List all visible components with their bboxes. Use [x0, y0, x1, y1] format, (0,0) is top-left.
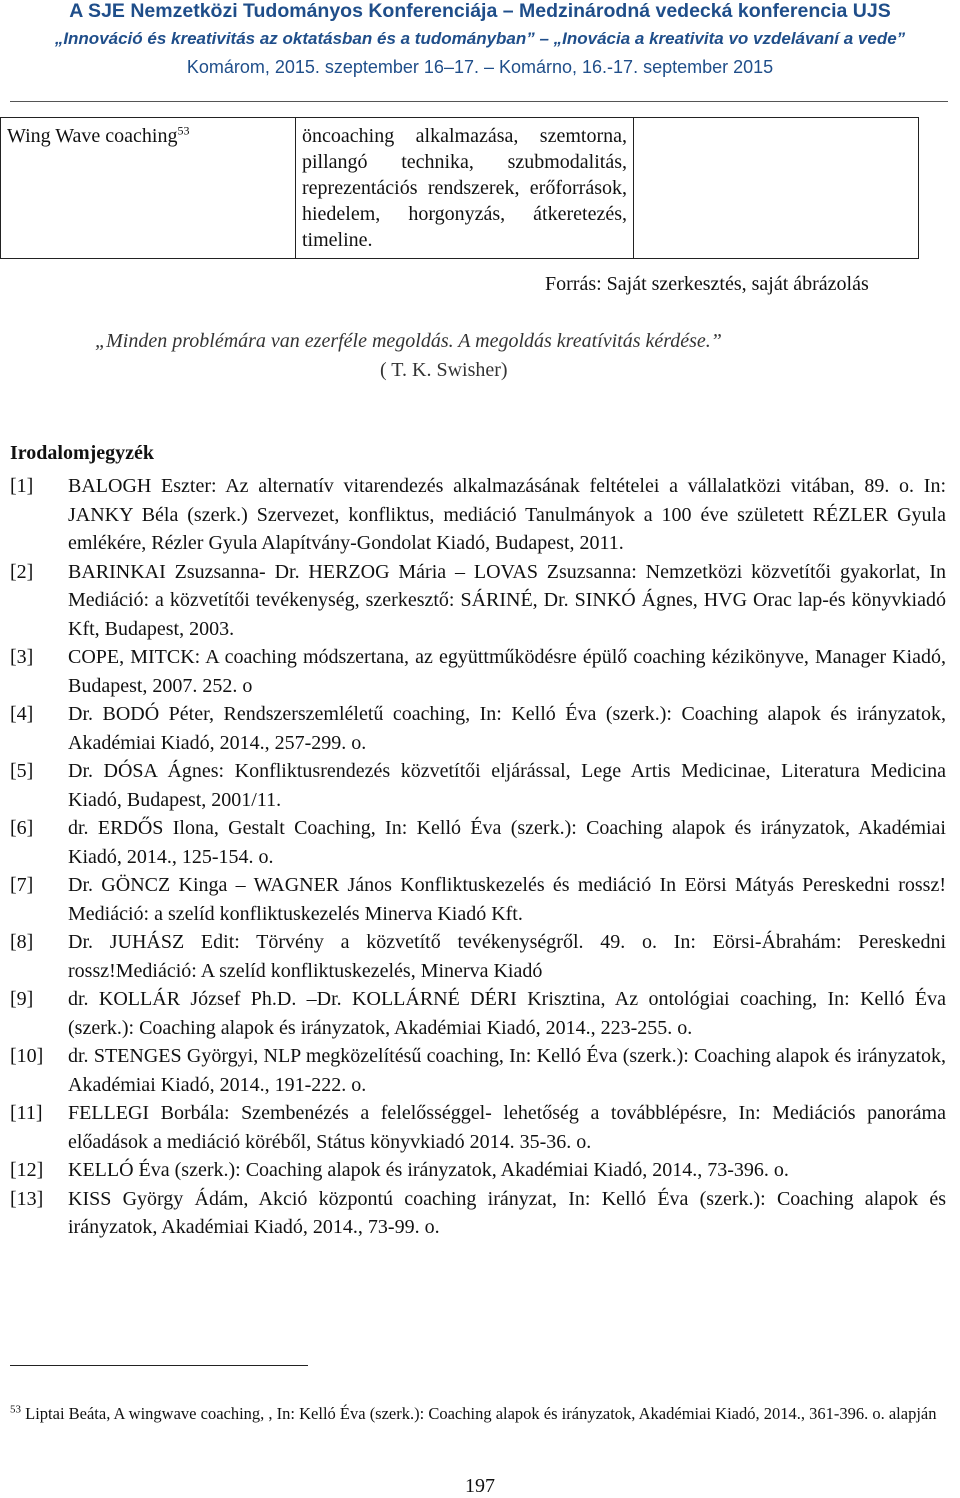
reference-number: [3] [10, 646, 34, 668]
conference-motto: „Innováció és kreativitás az oktatásban és a tudományban” – „Inovácia a kreativita vo vzdelávaní a vede” [54, 29, 906, 48]
reference-text: dr. ERDŐS Ilona, Gestalt Coaching, In: Kelló Éva (szerk.): Coaching alapok és irányzatok, Akadémiai Kiadó, 2014., 125-154. o. [68, 817, 946, 868]
technique-name-cell [1, 118, 296, 259]
header-divider [10, 101, 948, 102]
reference-item [10, 871, 946, 928]
reference-number: [7] [10, 874, 34, 896]
footnote [10, 1402, 940, 1426]
reference-number: [6] [10, 817, 34, 839]
reference-item [10, 814, 946, 871]
reference-number: [1] [10, 475, 34, 497]
quote-text: „Minden problémára van ezerféle megoldás. A megoldás kreatívitás kérdése.” [95, 330, 722, 352]
reference-item [10, 985, 946, 1042]
footnote-number: 53 [10, 1403, 21, 1416]
reference-number: [8] [10, 931, 34, 953]
reference-text: BALOGH Eszter: Az alternatív vitarendezés alkalmazásának feltételei a vállalatközi vitában, 89. o. In: JANKY Béla (szerk.) Szervezet, konfliktus, mediáció Tanulmányok a 100 éve született RÉZLER Gyula emlékére, Rézler Gyula Alapítvány-Gondolat Kiadó, Budapest, 2011. [68, 475, 946, 554]
references-list [10, 472, 946, 1242]
reference-text: Dr. BODÓ Péter, Rendszerszemléletű coaching, In: Kelló Éva (szerk.): Coaching alapok és irányzatok, Akadémiai Kiadó, 2014., 257-299. o. [68, 703, 946, 754]
reference-item [10, 472, 946, 558]
reference-text: KISS György Ádám, Akció központú coaching irányzat, In: Kelló Éva (szerk.): Coaching alapok és irányzatok, Akadémiai Kiadó, 2014., 73-99. o. [68, 1187, 946, 1238]
reference-text: BARINKAI Zsuzsanna- Dr. HERZOG Mária – LOVAS Zsuzsanna: Nemzetközi közvetítői gyakorlat, In Mediáció: a közvetítői tevékenység, szerkesztő: SÁRINÉ, Dr. SINKÓ Ágnes, HVG Orac lap-és könyvkiadó Kft, Budapest, 2003. [68, 560, 946, 640]
reference-item [10, 700, 946, 757]
footnote-ref[interactable]: 53 [177, 123, 190, 138]
reference-number: [4] [10, 703, 34, 725]
reference-text: COPE, MITCK: A coaching módszertana, az együttműködésre épülő coaching kézikönyve, Manager Kiadó, Budapest, 2007. 252. o [68, 646, 946, 697]
reference-item [10, 1042, 946, 1099]
reference-item [10, 558, 946, 644]
reference-text: Dr. JUHÁSZ Edit: Törvény a közvetítő tevékenységről. 49. o. In: Eörsi-Ábrahám: Pereskedni rossz!Mediáció: A szelíd konfliktuskezelés, Minerva Kiadó [68, 931, 946, 982]
table-row [1, 118, 919, 259]
reference-item [10, 1099, 946, 1156]
reference-item [10, 1156, 946, 1185]
reference-item [10, 1185, 946, 1242]
coaching-techniques-table [0, 117, 919, 259]
footnote-text: Liptai Beáta, A wingwave coaching, , In: Kelló Éva (szerk.): Coaching alapok és irányzatok, Akadémiai Kiadó, 2014., 361-396. o. alapján [25, 1404, 937, 1423]
page-number: 197 [465, 1475, 495, 1497]
quote-author: ( T. K. Swisher) [380, 359, 508, 381]
reference-text: FELLEGI Borbála: Szembenézés a felelősséggel- lehetőség a továbblépésre, In: Mediációs panoráma előadások a mediáció köréből, Státus könyvkiadó 2014. 35-36. o. [68, 1102, 946, 1153]
references-heading: Irodalomjegyzék [10, 442, 155, 464]
reference-text: Dr. DÓSA Ágnes: Konfliktusrendezés közvetítői eljárással, Lege Artis Medicinae, Literatura Medicina Kiadó, Budapest, 2001/11. [68, 760, 946, 811]
reference-text: KELLÓ Éva (szerk.): Coaching alapok és irányzatok, Akadémiai Kiadó, 2014., 73-396. o. [68, 1159, 789, 1181]
conference-date-place: Komárom, 2015. szeptember 16–17. – Komárno, 16.-17. september 2015 [186, 57, 774, 77]
reference-number: [12] [10, 1159, 44, 1181]
table-source: Forrás: Saját szerkesztés, saját ábrázolás [545, 273, 869, 295]
reference-number: [11] [10, 1102, 43, 1124]
reference-item [10, 928, 946, 985]
reference-text: Dr. GÖNCZ Kinga – WAGNER János Konfliktuskezelés és mediáció In Eörsi Mátyás Pereskedni rossz! Mediáció: a szelíd konfliktuskezelés Minerva Kiadó Kft. [68, 874, 946, 925]
technique-name: Wing Wave coaching [7, 125, 178, 147]
reference-item [10, 643, 946, 700]
reference-number: [2] [10, 560, 34, 583]
reference-number: [9] [10, 988, 34, 1010]
technique-description-cell: öncoaching alkalmazása, szemtorna, pillangó technika, szubmodalitás, reprezentációs rendszerek, erőforrások, hiedelem, horgonyzás, átkeretezés, timeline. [296, 118, 634, 259]
conference-title: A SJE Nemzetközi Tudományos Konferenciája – Medzinárodná vedecká konferencia UJS [69, 0, 891, 22]
footnote-divider [10, 1365, 308, 1366]
reference-text: dr. KOLLÁR József Ph.D. –Dr. KOLLÁRNÉ DÉRI Krisztina, Az ontológiai coaching, In: Kelló Éva (szerk.): Coaching alapok és irányzatok, Akadémiai Kiadó, 2014., 223-255. o. [68, 988, 946, 1039]
reference-item [10, 757, 946, 814]
technique-extra-cell [634, 118, 919, 259]
reference-number: [13] [10, 1187, 44, 1210]
reference-number: [10] [10, 1045, 44, 1067]
reference-number: [5] [10, 760, 34, 782]
reference-text: dr. STENGES Györgyi, NLP megközelítésű coaching, In: Kelló Éva (szerk.): Coaching alapok és irányzatok, Akadémiai Kiadó, 2014., 191-222. o. [68, 1045, 946, 1096]
